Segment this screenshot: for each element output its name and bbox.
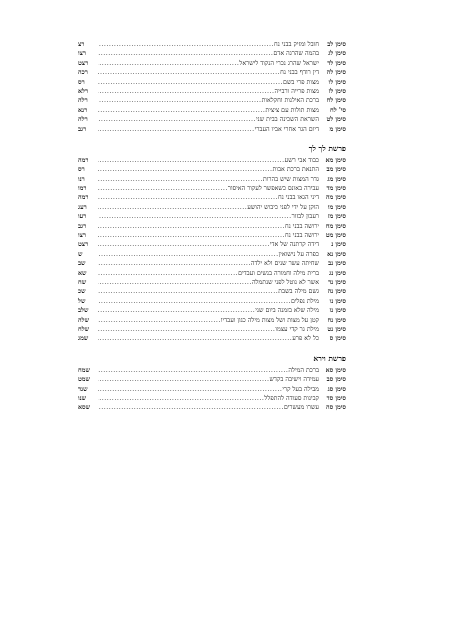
- siman-label: סימן סב: [326, 376, 346, 384]
- dot-leader: [98, 306, 255, 315]
- siman-label: סימן נג: [329, 269, 346, 277]
- dot-leader: [98, 212, 292, 221]
- siman-label: סימן מט: [325, 232, 346, 240]
- entry-title: דין רודף בבני נח: [280, 69, 319, 77]
- page-number: שמח: [78, 366, 90, 374]
- entry-title: ירושה בבני נח: [285, 232, 319, 240]
- toc-row: [78, 165, 346, 174]
- entry-title: כפרה על נישואין: [278, 250, 319, 258]
- dot-leader: [98, 175, 263, 184]
- dot-leader: [98, 297, 291, 306]
- entry-title: קבינות סעודה להתפלל: [264, 394, 319, 402]
- siman-label: סימן לו: [328, 78, 346, 86]
- entry-title: חובל ומזיק בבני נח: [274, 41, 319, 48]
- toc-row: [78, 115, 346, 124]
- entry-title: אשר לא נוטל לפני שנתמלה: [251, 278, 319, 286]
- toc-row: [78, 325, 346, 334]
- dot-leader: [98, 325, 275, 334]
- page-number: רמה: [78, 156, 89, 164]
- siman-label: סימן לג: [328, 50, 346, 58]
- entry-title: מבילה בעל קרי: [282, 385, 319, 393]
- siman-label: סימן מד: [326, 185, 346, 193]
- page-number: של: [78, 297, 86, 305]
- siman-label: סימן מח: [325, 222, 346, 230]
- page-number: רצו: [78, 232, 87, 240]
- siman-label: סימן נ: [331, 241, 346, 249]
- siman-label: סימן לב: [327, 41, 346, 48]
- toc-row: [78, 68, 346, 77]
- entry-title: כל לא פרע: [292, 335, 319, 343]
- page-number: רלה: [78, 116, 88, 124]
- toc-row: [78, 40, 346, 49]
- page-number: שלח: [78, 325, 90, 333]
- dot-leader: [98, 40, 274, 49]
- siman-label: סימן מז: [327, 213, 346, 221]
- page-number: שא: [78, 269, 87, 277]
- entry-title: ירושה בבני נח: [285, 222, 319, 230]
- page-number: שנו: [78, 394, 87, 402]
- toc-row: [78, 96, 346, 105]
- dot-leader: [98, 240, 270, 249]
- page-number: רצט: [78, 241, 89, 249]
- toc-row: [78, 306, 346, 315]
- dot-leader: [98, 269, 238, 278]
- toc-row: [78, 250, 346, 259]
- toc-row: [78, 240, 346, 249]
- entry-title: מילת נפלים: [290, 297, 319, 305]
- page-number: רס: [78, 78, 85, 86]
- table-of-contents: [78, 40, 346, 413]
- toc-row: [78, 231, 346, 240]
- toc-row: [78, 175, 346, 184]
- entry-title: מצות פרי בשם: [283, 78, 319, 86]
- toc-row: [78, 184, 346, 193]
- toc-row: [78, 87, 346, 96]
- entry-title: רעבון לבזור: [291, 213, 319, 221]
- toc-row: [78, 316, 346, 325]
- toc-row: [78, 259, 346, 268]
- toc-row: [78, 203, 346, 212]
- siman-label: סימן מב: [326, 166, 346, 174]
- siman-label: סי' לח: [329, 106, 346, 114]
- siman-label: סימן נו: [329, 297, 346, 305]
- page-number: רגב: [78, 125, 87, 133]
- toc-row: [78, 287, 346, 296]
- entry-title: עשרו מעשרים: [283, 404, 319, 412]
- page-number: שנד: [78, 385, 88, 393]
- page-number: רנו: [78, 175, 85, 183]
- page-number: שמג: [78, 335, 89, 343]
- page-number: רלה: [78, 97, 88, 105]
- siman-label: סימן לז: [328, 87, 346, 95]
- page-number: רכה: [78, 69, 88, 77]
- dot-leader: [98, 222, 285, 231]
- page-number: שמט: [78, 376, 90, 384]
- siman-label: סימן סד: [326, 394, 346, 402]
- page-number: שח: [78, 278, 87, 286]
- dot-leader: [98, 403, 284, 412]
- toc-row: [78, 385, 346, 394]
- entry-title: בהמה שהרגה אדם: [273, 50, 319, 58]
- entry-title: דיני הגאו בבני נח: [277, 194, 319, 202]
- entry-title: שחיתה עשר שנים ולא ילדה: [250, 260, 319, 268]
- page-number: רעו: [78, 213, 87, 221]
- toc-row: [78, 49, 346, 58]
- page-number: ש: [78, 250, 83, 258]
- page-number: רצט: [78, 59, 89, 67]
- page-number: שלב: [78, 307, 89, 315]
- page-number: רס: [78, 166, 85, 174]
- entry-title: גשם מילה בשבת: [278, 288, 319, 296]
- entry-title: מצות פרייה ורבייה: [274, 87, 319, 95]
- toc-row: [78, 278, 346, 287]
- dot-leader: [98, 375, 269, 384]
- toc-row: [78, 78, 346, 87]
- siman-label: סימן מ: [329, 125, 346, 133]
- entry-title: ברית מילה וחמורה בנשים ועבדים: [238, 269, 319, 277]
- toc-row: [78, 269, 346, 278]
- dot-leader: [98, 278, 252, 287]
- entry-title: מילת גר קדי עצמו: [275, 325, 319, 333]
- dot-leader: [98, 385, 282, 394]
- page-number: רנא: [78, 106, 88, 114]
- entry-title: דידה קרתנה של אדי: [269, 241, 319, 249]
- entry-title: עמידה וישיבה בקדש: [269, 376, 319, 384]
- siman-label: סימן נא: [327, 250, 346, 258]
- siman-label: סימן סה: [326, 404, 346, 412]
- siman-label: סימן מה: [325, 194, 346, 202]
- entry-title: השראת השכינה בבית שני: [256, 116, 319, 124]
- siman-label: סימן נח: [327, 316, 346, 324]
- entry-title: התנאת ברכת אבות: [272, 166, 319, 174]
- entry-title: עבירה באונס כשאפשר לעקור האיסור: [227, 185, 319, 193]
- dot-leader: [98, 156, 285, 165]
- siman-label: סימן מו: [327, 203, 346, 211]
- toc-row: [78, 297, 346, 306]
- dot-leader: [98, 87, 275, 96]
- page-number: רמה: [78, 194, 89, 202]
- toc-row: [78, 366, 346, 375]
- siman-label: סימן לט: [326, 116, 346, 124]
- dot-leader: [98, 165, 273, 174]
- entry-title: ברכת המילה: [288, 366, 319, 374]
- page-number: רצ: [78, 41, 85, 48]
- toc-row: [78, 334, 346, 343]
- section-heading: פרשת לך לך: [308, 143, 346, 153]
- page-number: רלא: [78, 87, 89, 95]
- siman-label: סימן לח: [326, 97, 346, 105]
- dot-leader: [98, 366, 288, 375]
- entry-title: מצות תולות עם ציצית: [265, 106, 319, 114]
- dot-leader: [98, 394, 264, 403]
- dot-leader: [98, 68, 280, 77]
- dot-leader: [98, 334, 292, 343]
- page-number: רגב: [78, 222, 87, 230]
- toc-row: [78, 125, 346, 134]
- siman-label: סימן מא: [325, 156, 346, 164]
- entry-title: הוקן על ידי לפני כיבוש יהושע: [247, 203, 319, 211]
- toc-row: [78, 193, 346, 202]
- entry-title: מילה שלא בזמנה ביום שני: [255, 307, 319, 315]
- page-number: שסא: [78, 404, 91, 412]
- toc-row: [78, 156, 346, 165]
- entry-title: ברכת האילנות וחקלאות: [261, 97, 319, 105]
- page-number: רצו: [78, 50, 87, 58]
- siman-label: סימן לה: [326, 69, 346, 77]
- page-number: שב: [78, 260, 86, 268]
- entry-title: כבוד אבי רשע: [284, 156, 319, 164]
- toc-row: [78, 394, 346, 403]
- toc-row: [78, 375, 346, 384]
- dot-leader: [98, 203, 247, 212]
- page-number: שלה: [78, 316, 90, 324]
- toc-row: [78, 212, 346, 221]
- dot-leader: [98, 287, 278, 296]
- dot-leader: [98, 106, 265, 115]
- dot-leader: [98, 193, 278, 202]
- dot-leader: [98, 78, 283, 87]
- dot-leader: [98, 259, 251, 268]
- siman-label: סימן נז: [329, 307, 346, 315]
- dot-leader: [98, 96, 262, 105]
- toc-row: [78, 106, 346, 115]
- entry-title: דיום הגר אחרי אביו העברי: [254, 125, 319, 133]
- entry-title: גדר המצות שיש בהרות: [262, 175, 319, 183]
- page-number: רמו: [78, 185, 87, 193]
- dot-leader: [98, 125, 255, 134]
- siman-label: סימן נד: [328, 278, 346, 286]
- entry-title: קטן על מצות ושל מצות מילה כגון ועבדיו: [220, 316, 319, 324]
- toc-row: [78, 222, 346, 231]
- section-heading: פרשת וירא: [313, 353, 346, 363]
- toc-row: [78, 59, 346, 68]
- siman-label: סימן סא: [325, 366, 346, 374]
- siman-label: סימן לד: [327, 59, 346, 67]
- entry-title: ישראל שהרג נכרי הנקוד לישראל: [239, 59, 319, 67]
- siman-label: סימן נה: [327, 288, 346, 296]
- dot-leader: [98, 49, 273, 58]
- siman-label: סימן סג: [327, 385, 346, 393]
- page-number: רעג: [78, 203, 87, 211]
- toc-row: [78, 403, 346, 412]
- dot-leader: [98, 316, 221, 325]
- siman-label: סימן נב: [328, 260, 346, 268]
- siman-label: סימן מג: [327, 175, 346, 183]
- dot-leader: [98, 184, 228, 193]
- dot-leader: [98, 59, 239, 68]
- dot-leader: [98, 250, 279, 259]
- siman-label: סימן ס: [329, 335, 346, 343]
- siman-label: סימן נט: [327, 325, 346, 333]
- dot-leader: [98, 115, 256, 124]
- page-number: שכ: [78, 288, 86, 296]
- dot-leader: [98, 231, 285, 240]
